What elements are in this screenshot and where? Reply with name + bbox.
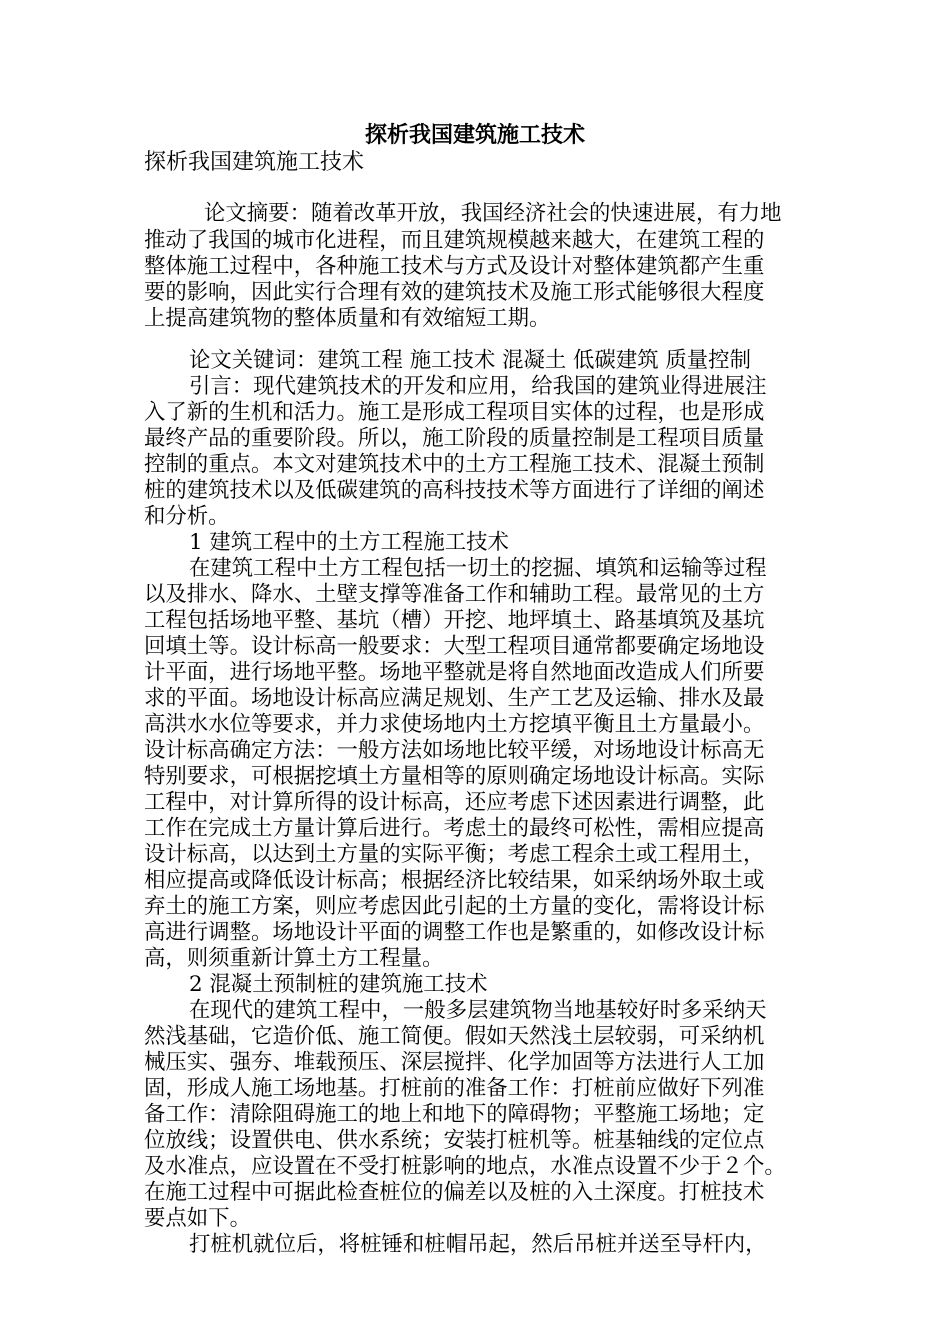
- paragraph-line: 位放线；设置供电、供水系统；安装打桩机等。桩基轴线的定位点: [144, 1128, 765, 1153]
- paragraph-line: 桩的建筑技术以及低碳建筑的高科技技术等方面进行了详细的阐述: [144, 478, 765, 503]
- paragraph-line: 整体施工过程中，各种施工技术与方式及设计对整体建筑都产生重: [144, 254, 765, 279]
- paragraph-line: 计平面，进行场地平整。场地平整就是将自然地面改造成人们所要: [144, 660, 765, 685]
- paragraph-line: 推动了我国的城市化进程，而且建筑规模越来越大，在建筑工程的: [144, 228, 765, 253]
- document-subtitle: 探析我国建筑施工技术: [144, 150, 365, 175]
- paragraph-line: 在现代的建筑工程中，一般多层建筑物当地基较好时多采纳天: [189, 998, 767, 1023]
- paragraph-line: 械压实、强夯、堆载预压、深层搅拌、化学加固等方法进行人工加: [144, 1050, 765, 1075]
- paragraph-line: 和分析。: [144, 504, 230, 529]
- paragraph-line: 论文摘要：随着改革开放，我国经济社会的快速进展，有力地: [204, 201, 782, 226]
- paragraph-line: 工作在完成土方量计算后进行。考虑土的最终可松性，需相应提高: [144, 816, 765, 841]
- paragraph-line: 入了新的生机和活力。施工是形成工程项目实体的过程，也是形成: [144, 400, 765, 425]
- paragraph-line: 高，则须重新计算土方工程量。: [144, 946, 444, 971]
- paragraph-line: 以及排水、降水、土壁支撑等准备工作和辅助工程。最常见的土方: [144, 582, 765, 607]
- paragraph-line: 然浅基础，它造价低、施工简便。假如天然浅土层较弱，可采纳机: [144, 1024, 765, 1049]
- paragraph-line: 备工作：清除阻碍施工的地上和地下的障碍物；平整施工场地；定: [144, 1102, 765, 1127]
- paragraph-line: 要点如下。: [144, 1206, 251, 1231]
- paragraph-line: 工程中，对计算所得的设计标高，还应考虑下述因素进行调整，此: [144, 790, 765, 815]
- paragraph-line: 工程包括场地平整、基坑（槽）开挖、地坪填土、路基填筑及基坑: [144, 608, 765, 633]
- paragraph-line: 控制的重点。本文对建筑技术中的土方工程施工技术、混凝土预制: [144, 452, 765, 477]
- paragraph-line: 弃土的施工方案，则应考虑因此引起的土方量的变化，需将设计标: [144, 894, 765, 919]
- paragraph-line: 在施工过程中可据此检查桩位的偏差以及桩的入土深度。打桩技术: [144, 1180, 765, 1205]
- paragraph-line: 引言：现代建筑技术的开发和应用，给我国的建筑业得进展注: [189, 374, 767, 399]
- paragraph-line: 特别要求，可根据挖填土方量相等的原则确定场地设计标高。实际: [144, 764, 765, 789]
- document-title: 探析我国建筑施工技术: [364, 122, 585, 148]
- paragraph-line: 2 混凝土预制桩的建筑施工技术: [189, 972, 488, 997]
- paragraph-line: 固，形成人施工场地基。打桩前的准备工作：打桩前应做好下列准: [144, 1076, 765, 1101]
- paragraph-line: 最终产品的重要阶段。所以，施工阶段的质量控制是工程项目质量: [144, 426, 765, 451]
- paragraph-line: 论文关键词：建筑工程 施工技术 混凝土 低碳建筑 质量控制: [189, 348, 751, 373]
- paragraph-line: 设计标高确定方法：一般方法如场地比较平缓，对场地设计标高无: [144, 738, 765, 763]
- paragraph-line: 及水准点，应设置在不受打桩影响的地点，水准点设置不少于２个。: [144, 1154, 786, 1179]
- paragraph-line: 高洪水水位等要求，并力求使场地内土方挖填平衡且土方量最小。: [144, 712, 765, 737]
- paragraph-line: 回填土等。设计标高一般要求：大型工程项目通常都要确定场地设: [144, 634, 765, 659]
- paragraph-line: 上提高建筑物的整体质量和有效缩短工期。: [144, 306, 551, 331]
- paragraph-line: 相应提高或降低设计标高；根据经济比较结果，如采纳场外取土或: [144, 868, 765, 893]
- paragraph-line: 1 建筑工程中的土方工程施工技术: [189, 530, 509, 555]
- paragraph-line: 高进行调整。场地设计平面的调整工作也是繁重的，如修改设计标: [144, 920, 765, 945]
- paragraph-line: 在建筑工程中土方工程包括一切土的挖掘、填筑和运输等过程: [189, 556, 767, 581]
- paragraph-line: 要的影响，因此实行合理有效的建筑技术及施工形式能够很大程度: [144, 280, 765, 305]
- paragraph-line: 求的平面。场地设计标高应满足规划、生产工艺及运输、排水及最: [144, 686, 765, 711]
- paragraph-line: 打桩机就位后，将桩锤和桩帽吊起，然后吊桩并送至导杆内，: [189, 1232, 767, 1257]
- paragraph-line: 设计标高，以达到土方量的实际平衡；考虑工程余土或工程用土，: [144, 842, 765, 867]
